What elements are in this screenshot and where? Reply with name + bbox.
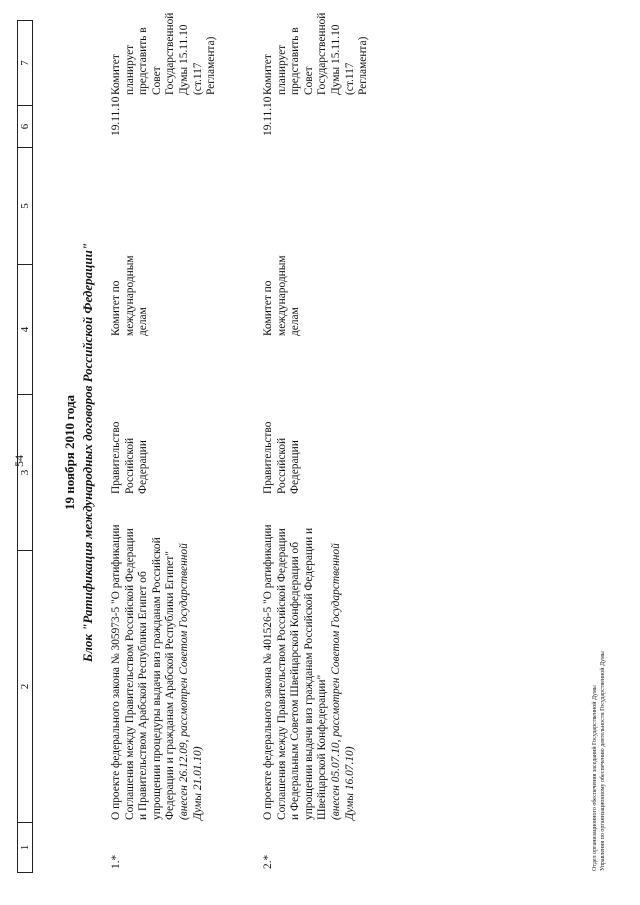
column-number-4: 4: [18, 265, 33, 395]
bill-author: Правительство Российской Федерации: [262, 421, 302, 494]
footer-line-2: Управления по организационному обеспечению деятельности Государственной Думы: [600, 651, 606, 871]
column-number-6: 6: [18, 106, 33, 148]
item-number: 1.*: [110, 854, 122, 869]
date-heading: 19 ноября 2010 года: [62, 394, 77, 511]
review-date: 19.11.10: [262, 96, 274, 136]
agenda-item-1: [110, 9, 260, 869]
responsible-committee: Комитет по международным делам: [262, 255, 302, 336]
bill-description: [110, 520, 205, 820]
bill-title: О проекте федерального закона № 401526-5 "О ратификации Соглашения между Правительством Российской Федерации и Федеральным Советом Швейцарской Конфедерации об упрощении выдачи виз гражданам Российской Федерации и Швейцарской Конфедерации": [262, 524, 329, 820]
bill-note: (внесен 05.07.10, рассмотрен Советом Государственной Думы 16.07.10): [329, 543, 356, 820]
responsible-committee: Комитет по международным делам: [110, 255, 150, 336]
column-number-7: 7: [18, 21, 33, 106]
bill-title: О проекте федерального закона № 305973-5 "О ратификации Соглашения между Правительством Российской Федерации и Правительством Арабской Республики Египет об упрощении процедуры выдачи виз гражданам Российской Федерации и гражданам Арабской Республики Египет": [110, 524, 177, 820]
block-heading: Блок "Ратификация международных договоров Российской Федерации": [80, 242, 95, 663]
item-number: 2.*: [262, 854, 274, 869]
column-number-header: [17, 20, 33, 873]
bill-author: Правительство Российской Федерации: [110, 421, 150, 494]
column-number-2: 2: [18, 551, 33, 823]
bill-description: [262, 520, 357, 820]
page-number: 54: [12, 455, 26, 467]
column-number-1: 1: [18, 823, 33, 873]
footer-line-1: Отдел организационного обеспечения заседаний Государственной Думы: [592, 685, 598, 871]
bill-note: (внесен 26.12.09, рассмотрен Советом Государственной Думы 21.01.10): [177, 543, 204, 820]
column-number-3: 3: [18, 395, 33, 551]
committee-plan: Комитет планирует представить в Совет Государственной Думы 15.11.10 (ст.117 Регламента): [110, 12, 218, 95]
review-date: 19.11.10: [110, 96, 122, 136]
committee-plan: Комитет планирует представить в Совет Государственной Думы 15.11.10 (ст.117 Регламента): [262, 12, 370, 95]
column-number-5: 5: [18, 148, 33, 265]
agenda-item-2: [262, 9, 412, 869]
